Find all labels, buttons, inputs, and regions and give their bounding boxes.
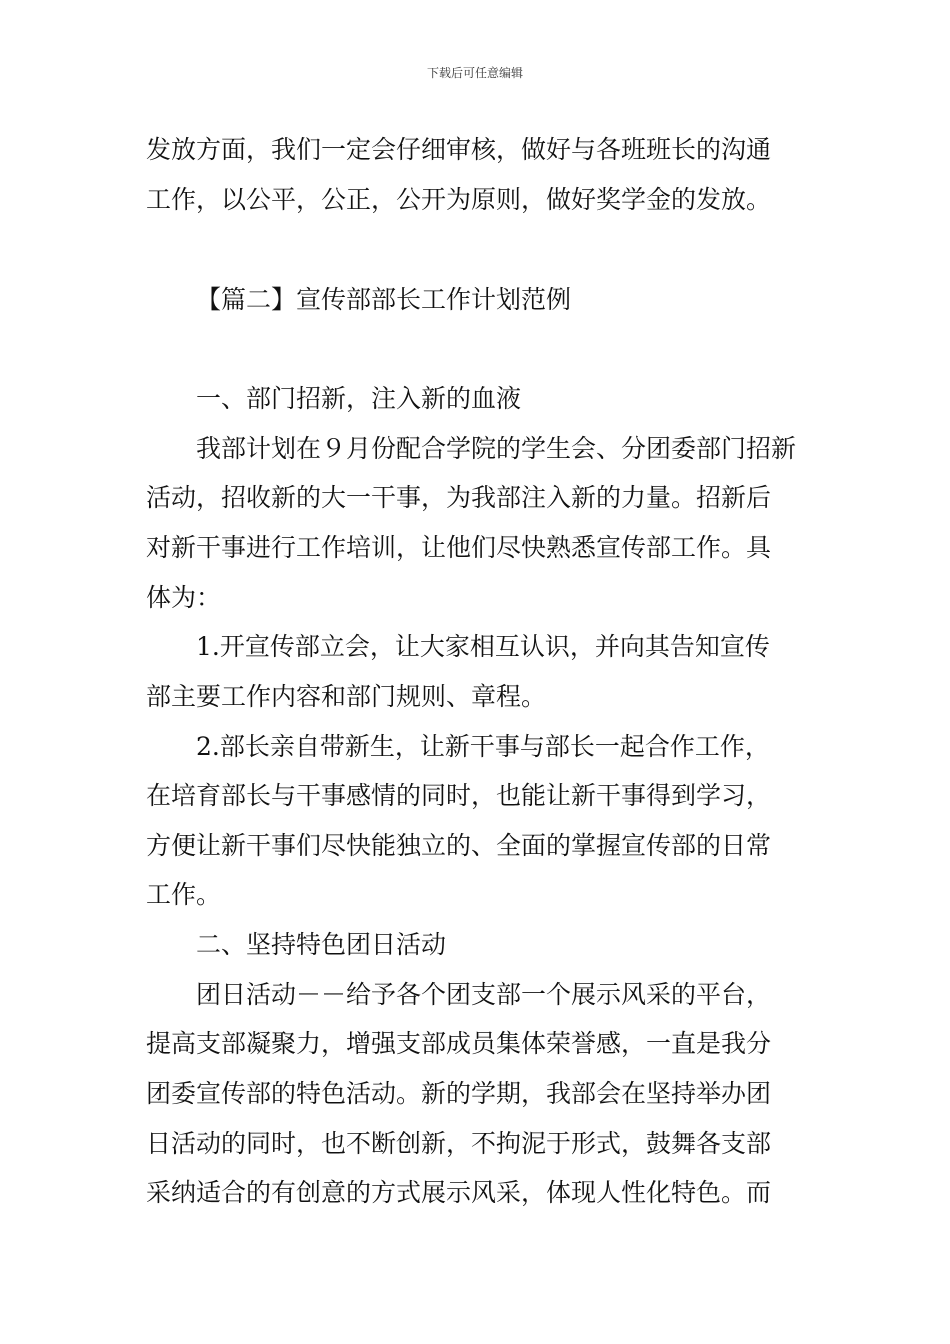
text-line: 在培育部长与干事感情的同时，也能让新干事得到学习， (146, 781, 772, 810)
page-header: 下载后可任意编辑 (426, 66, 523, 80)
text-line: 活动，招收新的大一干事，为我部注入新的力量。招新后 (146, 483, 772, 512)
text-line: 体为： (146, 583, 222, 612)
heading-2: 二、坚持特色团日活动 (196, 930, 447, 959)
text-line: 团委宣传部的特色活动。新的学期，我部会在坚持举办团 (146, 1079, 772, 1108)
text-line: 采纳适合的有创意的方式展示风采，体现人性化特色。而 (146, 1178, 772, 1207)
heading-1: 一、部门招新，注入新的血液 (196, 384, 522, 413)
text-line: 发放方面，我们一定会仔细审核，做好与各班班长的沟通 (146, 135, 772, 164)
text-line: 工作，以公平，公正，公开为原则，做好奖学金的发放。 (146, 185, 772, 214)
list-item: 1.开宣传部立会，让大家相互认识，并向其告知宣传 (196, 632, 770, 661)
text-line: 工作。 (146, 880, 222, 909)
text-line: 团日活动－－给予各个团支部一个展示风采的平台， (196, 980, 772, 1009)
section-title: 【篇二】宣传部部长工作计划范例 (196, 285, 572, 314)
list-item: 2.部长亲自带新生，让新干事与部长一起合作工作， (196, 732, 770, 761)
text-line: 对新干事进行工作培训，让他们尽快熟悉宣传部工作。具 (146, 533, 772, 562)
text-line: 日活动的同时，也不断创新，不拘泥于形式，鼓舞各支部 (146, 1129, 772, 1158)
text-line: 我部计划在９月份配合学院的学生会、分团委部门招新 (196, 434, 797, 463)
text-line: 部主要工作内容和部门规则、章程。 (146, 682, 547, 711)
text-line: 提高支部凝聚力，增强支部成员集体荣誉感，一直是我分 (146, 1029, 772, 1058)
text-line: 方便让新干事们尽快能独立的、全面的掌握宣传部的日常 (146, 831, 772, 860)
